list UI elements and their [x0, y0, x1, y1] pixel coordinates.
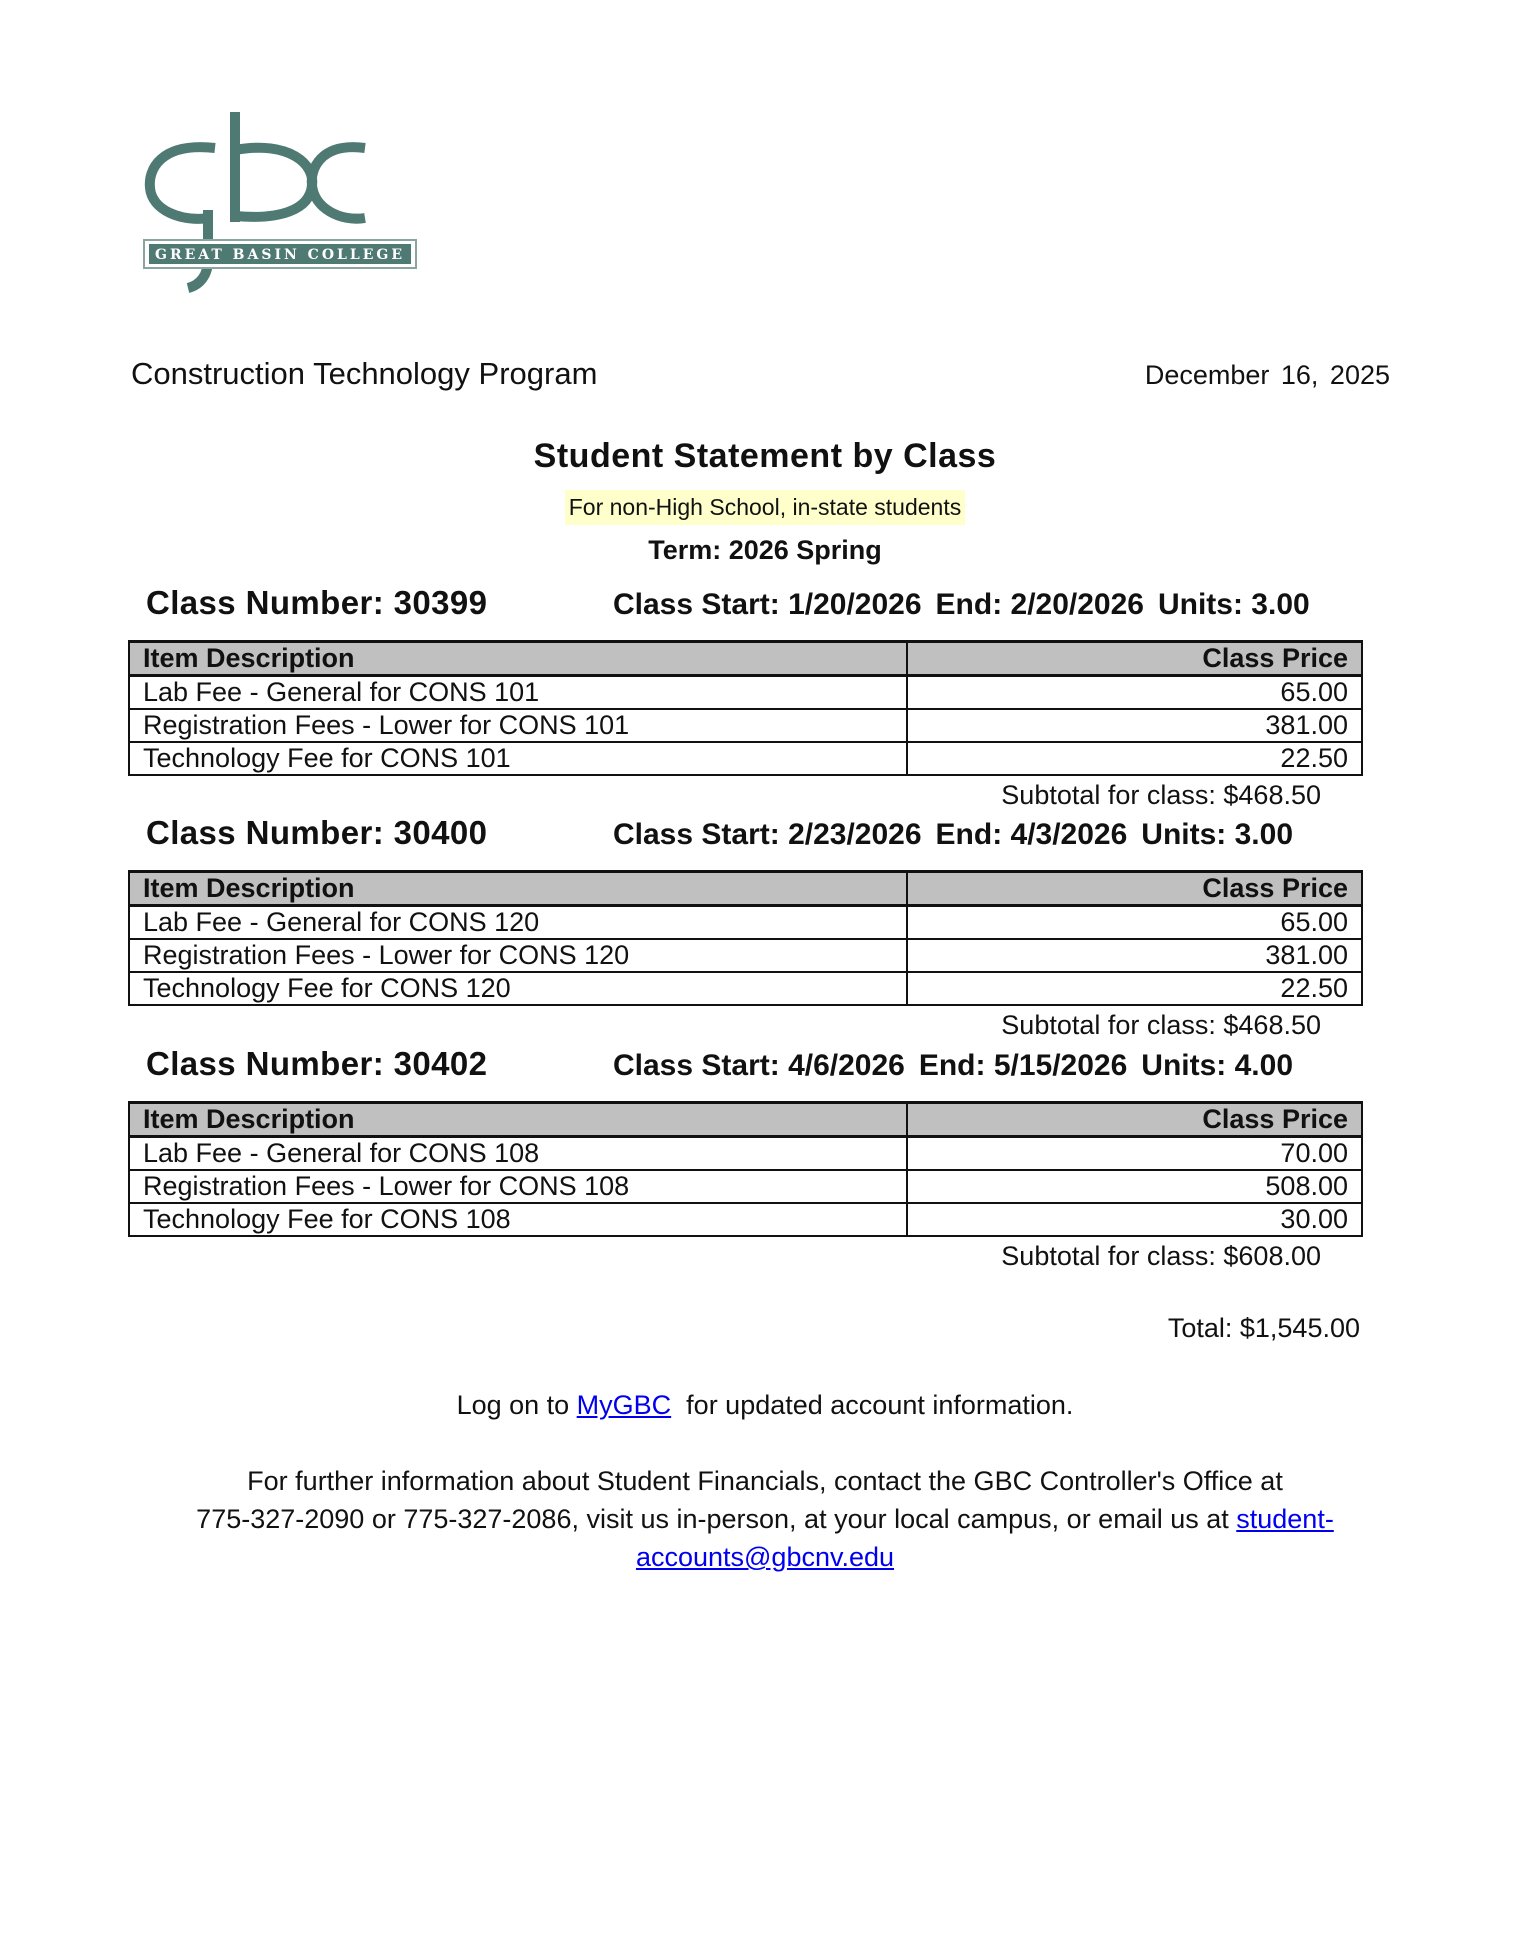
student-type-subtitle: For non-High School, in-state students: [565, 490, 965, 525]
item-price: 22.50: [907, 742, 1362, 775]
table-row: [129, 939, 1362, 972]
class-start: Class Start: 2/23/2026: [613, 818, 922, 851]
footer-line-2: 775-327-2090 or 775-327-2086, visit us in-person, at your local campus, or email us at: [196, 1504, 1237, 1534]
item-price: 381.00: [907, 709, 1362, 742]
item-price: 22.50: [907, 972, 1362, 1005]
item-description: Lab Fee - General for CONS 108: [129, 1137, 907, 1171]
class-meta: [613, 1049, 1307, 1083]
item-price: 70.00: [907, 1137, 1362, 1171]
class-end: End: 4/3/2026: [935, 818, 1128, 851]
item-price: 508.00: [907, 1170, 1362, 1203]
class-subtotal: Subtotal for class: $608.00: [1001, 1241, 1321, 1271]
logon-suffix: for updated account information.: [671, 1390, 1074, 1420]
item-description: Lab Fee - General for CONS 101: [129, 676, 907, 710]
class-units: Units: 4.00: [1141, 1049, 1294, 1082]
mygbc-link[interactable]: MyGBC: [576, 1390, 672, 1420]
class-number: Class Number: 30399: [146, 584, 488, 621]
column-header-description: Item Description: [129, 642, 907, 676]
item-description: Technology Fee for CONS 120: [129, 972, 907, 1005]
table-row: [129, 742, 1362, 775]
class-header: [128, 1045, 1363, 1101]
table-row: [129, 709, 1362, 742]
logon-message: [0, 1390, 1530, 1421]
gbc-logo-icon: [140, 110, 430, 300]
table-row: [129, 906, 1362, 940]
item-description: Registration Fees - Lower for CONS 120: [129, 939, 907, 972]
item-description: Registration Fees - Lower for CONS 108: [129, 1170, 907, 1203]
item-description: Registration Fees - Lower for CONS 101: [129, 709, 907, 742]
class-end: End: 2/20/2026: [935, 588, 1144, 621]
class-number: Class Number: 30402: [146, 1045, 488, 1082]
item-price: 65.00: [907, 906, 1362, 940]
table-header-row: [129, 1103, 1362, 1137]
logo-banner-text: GREAT BASIN COLLEGE: [155, 247, 405, 263]
table-row: [129, 1203, 1362, 1236]
great-basin-college-logo: [140, 110, 430, 300]
item-price: 381.00: [907, 939, 1362, 972]
class-subtotal: Subtotal for class: $468.50: [1001, 780, 1321, 810]
class-section: [128, 1045, 1363, 1273]
item-description: Technology Fee for CONS 101: [129, 742, 907, 775]
class-meta: [613, 588, 1324, 622]
fee-table: [128, 640, 1363, 776]
table-header-row: [129, 642, 1362, 676]
footer-line-1: For further information about Student Financials, contact the GBC Controller's Office at: [247, 1466, 1283, 1496]
item-description: Technology Fee for CONS 108: [129, 1203, 907, 1236]
class-section: [128, 584, 1363, 812]
table-row: [129, 972, 1362, 1005]
program-name: Construction Technology Program: [131, 356, 598, 391]
subtotal-row: [128, 1237, 1363, 1273]
item-price: 30.00: [907, 1203, 1362, 1236]
column-header-description: Item Description: [129, 872, 907, 906]
term-label: Term: 2026 Spring: [648, 535, 882, 565]
table-row: [129, 676, 1362, 710]
item-description: Lab Fee - General for CONS 120: [129, 906, 907, 940]
class-header: [128, 814, 1363, 870]
column-header-price: Class Price: [907, 872, 1362, 906]
class-number: Class Number: 30400: [146, 814, 488, 851]
class-start: Class Start: 4/6/2026: [613, 1049, 905, 1082]
statement-date: December 16, 2025: [1144, 360, 1390, 390]
fee-table: [128, 1101, 1363, 1237]
item-price: 65.00: [907, 676, 1362, 710]
table-header-row: [129, 872, 1362, 906]
column-header-price: Class Price: [907, 642, 1362, 676]
class-start: Class Start: 1/20/2026: [613, 588, 922, 621]
grand-total: Total: $1,545.00: [1167, 1313, 1360, 1343]
table-row: [129, 1170, 1362, 1203]
class-subtotal: Subtotal for class: $468.50: [1001, 1010, 1321, 1040]
class-header: [128, 584, 1363, 640]
class-units: Units: 3.00: [1157, 588, 1310, 621]
class-units: Units: 3.00: [1141, 818, 1294, 851]
fee-table: [128, 870, 1363, 1006]
table-row: [129, 1137, 1362, 1171]
column-header-description: Item Description: [129, 1103, 907, 1137]
subtotal-row: [128, 1006, 1363, 1042]
class-end: End: 5/15/2026: [918, 1049, 1128, 1082]
logon-prefix: Log on to: [456, 1390, 577, 1420]
column-header-price: Class Price: [907, 1103, 1362, 1137]
class-meta: [613, 818, 1307, 852]
contact-footer: [140, 1462, 1390, 1576]
subtotal-row: [128, 776, 1363, 812]
email-link[interactable]: student-accounts@gbcnv.edu: [635, 1504, 1334, 1572]
class-section: [128, 814, 1363, 1042]
subtitle-wrapper: [0, 490, 1530, 525]
page-title: Student Statement by Class: [533, 437, 997, 475]
